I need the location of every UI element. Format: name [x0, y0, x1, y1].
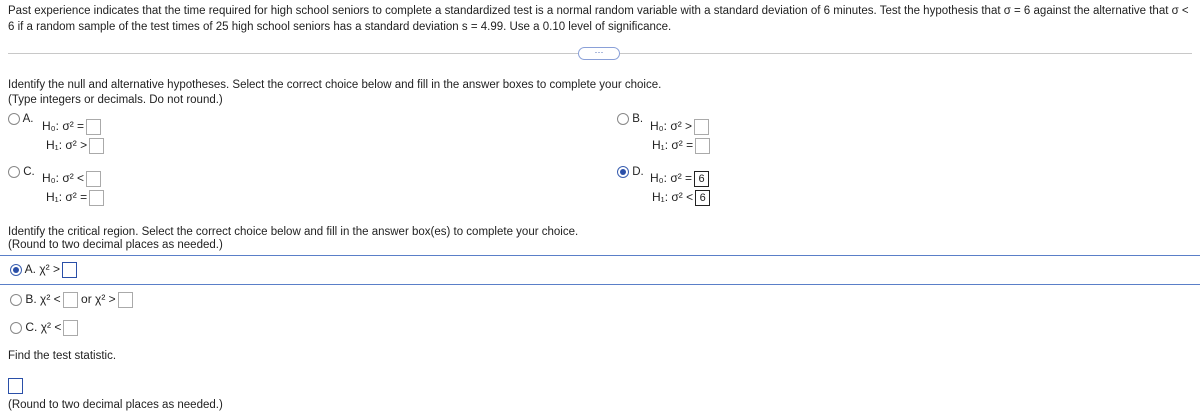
- cr-option-b[interactable]: [10, 289, 133, 309]
- hyp-c-h0: [42, 168, 101, 188]
- cr-option-b-radio[interactable]: [10, 294, 22, 306]
- hyp-d-h1-input[interactable]: 6: [695, 190, 710, 206]
- hyp-b-h1-label: H₁: σ² =: [652, 138, 694, 152]
- hyp-option-a-radio[interactable]: [8, 113, 20, 125]
- test-statistic-field: [8, 378, 23, 394]
- cr-option-a-radio[interactable]: [10, 264, 22, 276]
- hyp-d-h0-input[interactable]: 6: [694, 171, 709, 187]
- hyp-d-h1: [652, 187, 710, 207]
- hyp-option-d[interactable]: [617, 166, 644, 178]
- critical-region-note: (Round to two decimal places as needed.): [8, 239, 223, 251]
- hyp-option-b-radio[interactable]: [617, 113, 629, 125]
- hyp-option-c[interactable]: [8, 166, 35, 178]
- hyp-c-h1: [46, 187, 104, 207]
- hyp-c-h0-label: H₀: σ² <: [42, 171, 85, 185]
- hyp-option-a-letter: A.: [22, 113, 34, 126]
- hyp-option-d-radio[interactable]: [617, 166, 629, 178]
- cr-option-a-input[interactable]: [62, 262, 77, 278]
- cr-option-c-expr: χ² <: [40, 320, 62, 334]
- hyp-d-h0-label: H₀: σ² =: [650, 171, 693, 185]
- hyp-a-h0: [42, 116, 101, 136]
- hyp-c-h1-label: H₁: σ² =: [46, 190, 88, 204]
- hyp-a-h1: [46, 135, 104, 155]
- hyp-option-b-letter: B.: [632, 113, 644, 126]
- hyp-a-h0-label: H₀: σ² =: [42, 119, 85, 133]
- hyp-b-h0-input[interactable]: [694, 119, 709, 135]
- hyp-a-h0-input[interactable]: [86, 119, 101, 135]
- hyp-c-h0-input[interactable]: [86, 171, 101, 187]
- problem-statement: Past experience indicates that the time required for high school seniors to complete a standardized test is a normal random variable with a standard deviation of 6 minutes. Test the hypothesis that σ = 6 against the alternative that σ < 6 if a random sample of the test times of 25 high school seniors has a standard deviation s = 4.99. Use a 0.10 level of significance.: [8, 5, 1189, 33]
- cr-option-c-letter: C.: [25, 320, 38, 334]
- cr-option-b-lower-input[interactable]: [63, 292, 78, 308]
- hyp-a-h1-input[interactable]: [89, 138, 104, 154]
- hyp-d-h1-label: H₁: σ² <: [652, 190, 694, 204]
- hyp-b-h0: [650, 116, 709, 136]
- expand-button[interactable]: ···: [578, 47, 620, 60]
- hyp-c-h1-input[interactable]: [89, 190, 104, 206]
- hyp-b-h0-label: H₀: σ² >: [650, 119, 693, 133]
- hypotheses-instruction: Identify the null and alternative hypotheses. Select the correct choice below and fill in the answer boxes to complete your choice.: [8, 79, 662, 91]
- test-statistic-instruction: Find the test statistic.: [8, 350, 117, 362]
- hyp-b-h1-input[interactable]: [695, 138, 710, 154]
- cr-option-b-or: or χ² >: [81, 292, 116, 306]
- cr-option-b-expr: χ² <: [40, 292, 61, 306]
- hyp-b-h1: [652, 135, 710, 155]
- hyp-option-b[interactable]: [617, 113, 643, 125]
- test-statistic-input[interactable]: [8, 378, 23, 394]
- cr-option-a[interactable]: [10, 259, 77, 279]
- critical-region-instruction: Identify the critical region. Select the correct choice below and fill in the answer box(es) to complete your choice.: [8, 226, 579, 238]
- cr-option-a-letter: A.: [24, 262, 37, 276]
- cr-option-b-letter: B.: [25, 292, 37, 306]
- test-statistic-note: (Round to two decimal places as needed.): [8, 399, 223, 411]
- cr-option-c-radio[interactable]: [10, 322, 22, 334]
- hyp-option-d-letter: D.: [632, 166, 644, 179]
- cr-option-b-upper-input[interactable]: [118, 292, 133, 308]
- hyp-option-a[interactable]: [8, 113, 33, 125]
- cr-option-c[interactable]: [10, 317, 78, 337]
- critical-region-selected-row: [0, 255, 1200, 285]
- hypotheses-note: (Type integers or decimals. Do not round.): [8, 94, 223, 106]
- hyp-option-c-radio[interactable]: [8, 166, 20, 178]
- hyp-d-h0: [650, 168, 709, 188]
- hyp-a-h1-label: H₁: σ² >: [46, 138, 88, 152]
- cr-option-c-input[interactable]: [63, 320, 78, 336]
- cr-option-a-expr: χ² >: [39, 262, 60, 276]
- hyp-option-c-letter: C.: [23, 166, 35, 179]
